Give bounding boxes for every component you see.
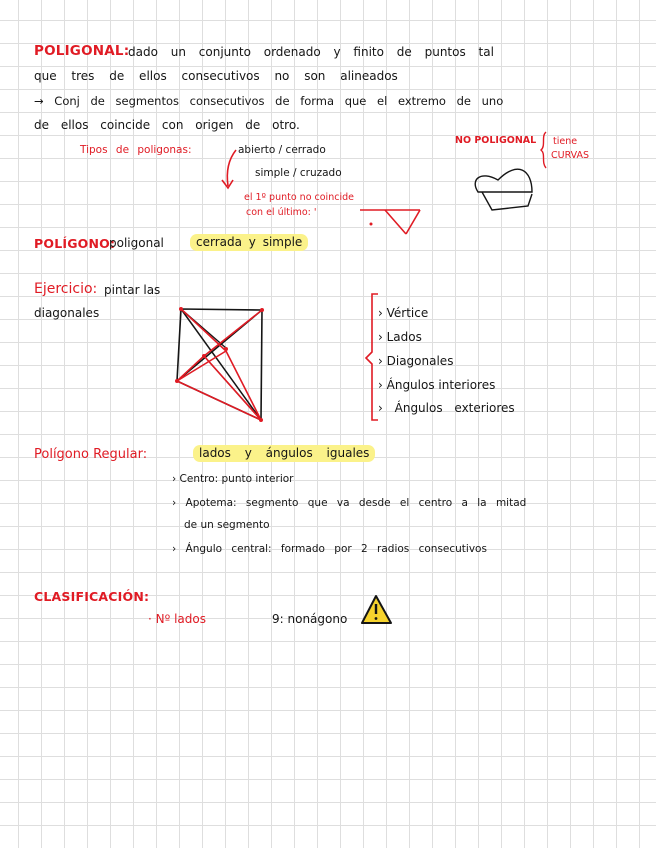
- exercise-polygon: [175, 307, 264, 422]
- poligono-text: poligonal: [109, 236, 164, 250]
- no-poligonal-brace: [541, 132, 546, 168]
- no-poligonal-reason-2: CURVAS: [551, 150, 590, 161]
- warning-icon: [362, 596, 391, 623]
- poligonal-title: POLIGONAL:: [34, 43, 130, 59]
- regular-highlight: lados y ángulos iguales: [193, 445, 375, 462]
- list-brace: [366, 294, 378, 420]
- ejercicio-title: Ejercicio:: [34, 281, 98, 297]
- tipos-option-1: abierto / cerrado: [238, 144, 326, 156]
- clasificacion-title: CLASIFICACIÓN:: [34, 589, 150, 604]
- clasificacion-item: · Nº lados: [148, 612, 206, 626]
- open-polyline-example: [360, 210, 420, 234]
- ejercicio-text-1: pintar las: [104, 283, 161, 297]
- ejercicio-list-item: › Ángulos interiores: [378, 378, 496, 392]
- tipos-arrow: [227, 150, 236, 186]
- curved-shape-sketch: [475, 169, 532, 210]
- regular-item-apotema: › Apotema: segmento que va desde el centro a la mitad: [172, 497, 527, 509]
- tipos-note-2: con el último: ': [246, 207, 317, 218]
- poligonal-line4: de ellos coincide con origen de otro.: [34, 118, 300, 132]
- regular-item-angulo: › Ángulo central: formado por 2 radios consecutivos: [172, 543, 487, 555]
- poligonal-line3: → Conj de segmentos consecutivos de forma que el extremo de uno: [34, 94, 504, 108]
- ejercicio-list-item: › Diagonales: [378, 354, 454, 368]
- poligono-title: POLÍGONO:: [34, 236, 116, 251]
- tipos-label: Tipos de poligonas:: [80, 144, 192, 156]
- ejercicio-text-2: diagonales: [34, 306, 100, 320]
- no-poligonal-reason-1: tiene: [553, 136, 578, 147]
- poligono-highlight: cerrada y simple: [190, 234, 308, 251]
- ejercicio-list-item: › Vértice: [378, 306, 429, 320]
- regular-item-centro: › Centro: punto interior: [172, 473, 294, 485]
- poligonal-line2: que tres de ellos consecutivos no son alineados: [34, 69, 398, 83]
- regular-item-apotema-cont: de un segmento: [184, 519, 270, 531]
- tipos-option-2: simple / cruzado: [255, 167, 342, 179]
- no-poligonal-label: NO POLIGONAL: [455, 135, 537, 146]
- tipos-note-1: el 1º punto no coincide: [244, 192, 354, 203]
- clasificacion-value: 9: nonágono: [272, 612, 348, 626]
- ejercicio-list-item: › Ángulos exteriores: [378, 401, 515, 415]
- poligonal-line1: dado un conjunto ordenado y finito de puntos tal: [128, 45, 494, 59]
- regular-title: Polígono Regular:: [34, 447, 148, 462]
- ejercicio-list-item: › Lados: [378, 330, 422, 344]
